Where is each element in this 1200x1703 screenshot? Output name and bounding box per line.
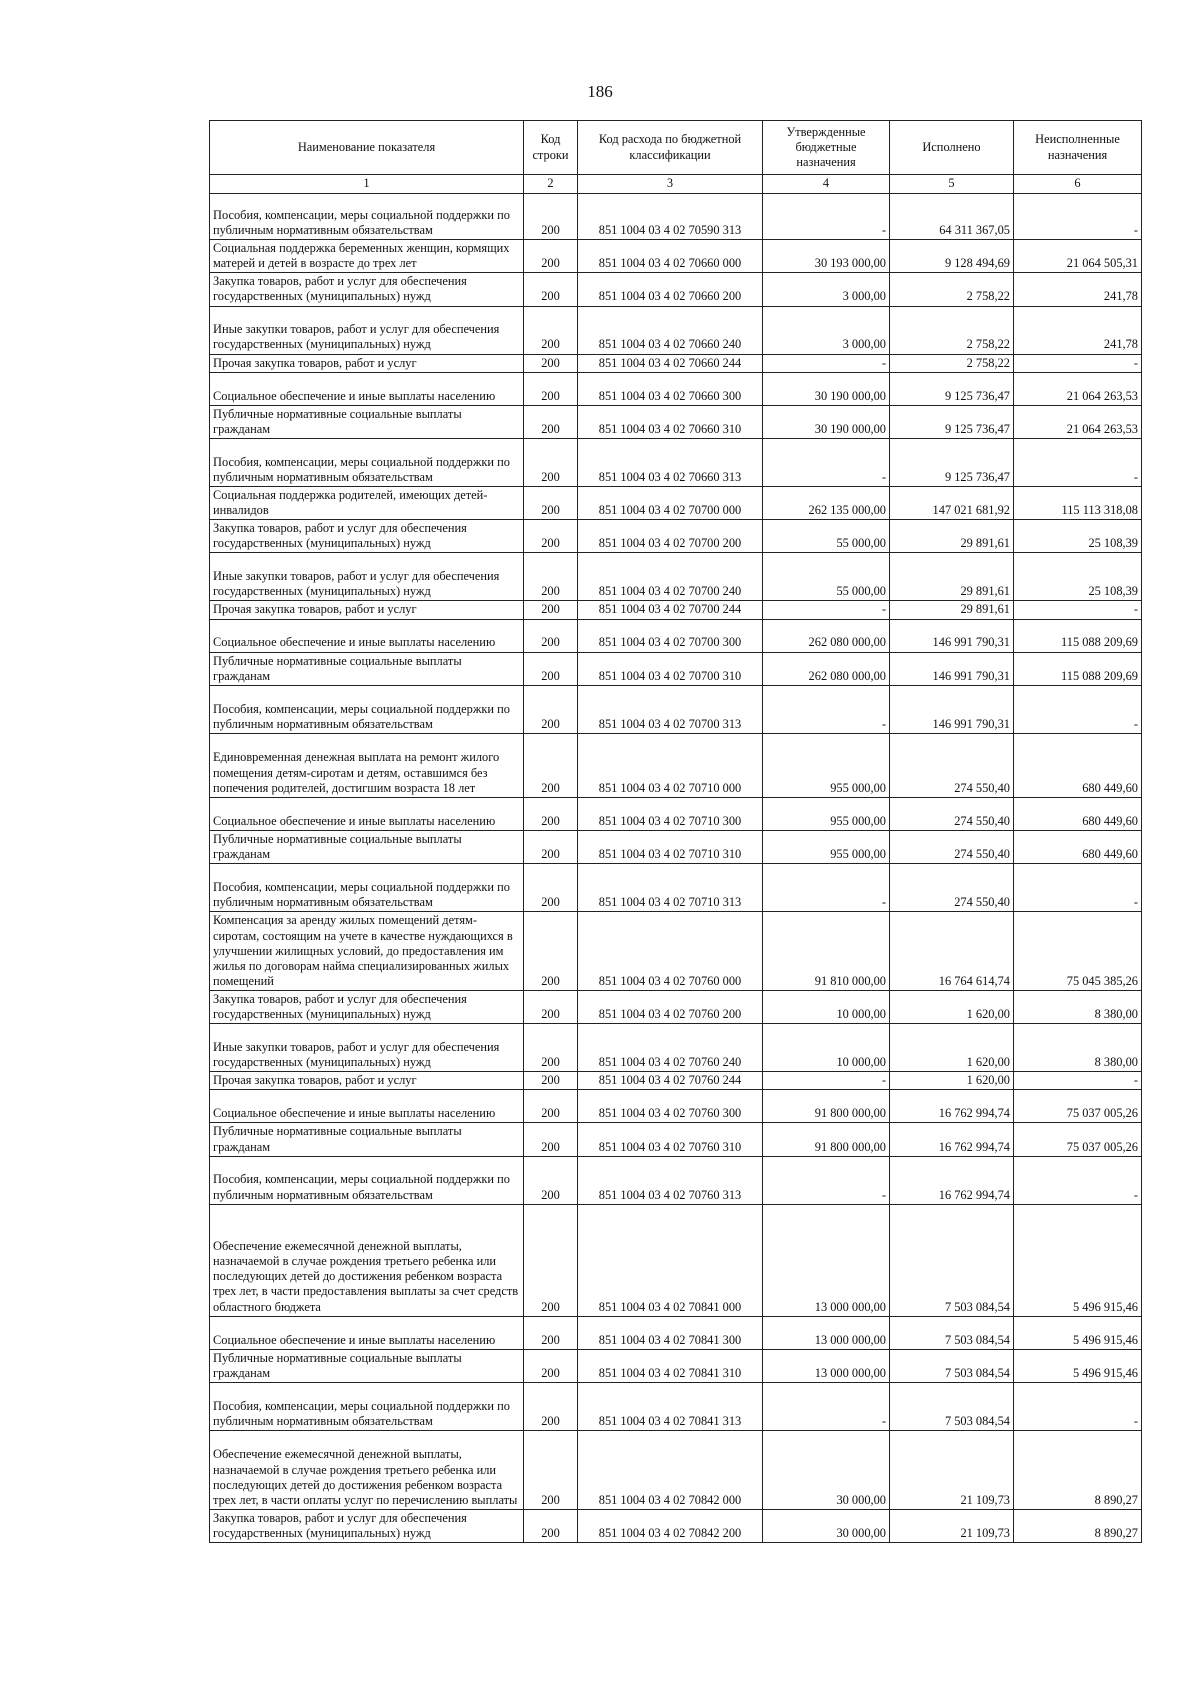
row-code: 200: [524, 354, 578, 372]
row-kbk: 851 1004 03 4 02 70590 313: [578, 194, 763, 240]
row-executed: 146 991 790,31: [890, 619, 1014, 652]
row-name: Публичные нормативные социальные выплаты гражданам: [210, 1123, 524, 1156]
row-approved: -: [763, 354, 890, 372]
row-code: 200: [524, 553, 578, 601]
column-numbers-row: [210, 175, 1142, 194]
row-kbk: 851 1004 03 4 02 70660 310: [578, 405, 763, 438]
row-approved: 30 193 000,00: [763, 240, 890, 273]
row-unexecuted: 241,78: [1014, 306, 1142, 354]
row-name: Социальное обеспечение и иные выплаты населению: [210, 797, 524, 830]
row-kbk: 851 1004 03 4 02 70710 310: [578, 830, 763, 863]
row-name: Социальная поддержка родителей, имеющих детей-инвалидов: [210, 486, 524, 519]
row-executed: 2 758,22: [890, 273, 1014, 306]
row-kbk: 851 1004 03 4 02 70842 200: [578, 1509, 763, 1542]
row-kbk: 851 1004 03 4 02 70710 300: [578, 797, 763, 830]
row-approved: 10 000,00: [763, 1024, 890, 1072]
row-unexecuted: 75 037 005,26: [1014, 1123, 1142, 1156]
table-row: [210, 733, 1142, 797]
row-name: Публичные нормативные социальные выплаты гражданам: [210, 830, 524, 863]
row-name: Пособия, компенсации, меры социальной поддержки по публичным нормативным обязательствам: [210, 685, 524, 733]
row-unexecuted: 25 108,39: [1014, 520, 1142, 553]
row-kbk: 851 1004 03 4 02 70700 200: [578, 520, 763, 553]
row-name: Единовременная денежная выплата на ремонт жилого помещения детям-сиротам и детям, оставшимся без попечения родителей, достигшим возраста 18 лет: [210, 733, 524, 797]
row-approved: 30 190 000,00: [763, 372, 890, 405]
row-name: Обеспечение ежемесячной денежной выплаты, назначаемой в случае рождения третьего ребенка или последующих детей до достижения ребенком возраста трех лет, в части предоставления выплаты за счет средств областного бюджета: [210, 1204, 524, 1316]
row-unexecuted: 8 380,00: [1014, 991, 1142, 1024]
row-approved: 3 000,00: [763, 306, 890, 354]
row-unexecuted: 680 449,60: [1014, 797, 1142, 830]
row-executed: 21 109,73: [890, 1430, 1014, 1509]
row-code: 200: [524, 405, 578, 438]
row-executed: 9 125 736,47: [890, 405, 1014, 438]
row-unexecuted: 5 496 915,46: [1014, 1316, 1142, 1349]
row-name: Пособия, компенсации, меры социальной поддержки по публичным нормативным обязательствам: [210, 194, 524, 240]
row-code: 200: [524, 991, 578, 1024]
row-unexecuted: 5 496 915,46: [1014, 1204, 1142, 1316]
row-executed: 29 891,61: [890, 601, 1014, 619]
row-code: 200: [524, 486, 578, 519]
row-approved: -: [763, 1156, 890, 1204]
row-executed: 7 503 084,54: [890, 1382, 1014, 1430]
row-code: 200: [524, 652, 578, 685]
row-approved: 30 190 000,00: [763, 405, 890, 438]
row-unexecuted: 680 449,60: [1014, 830, 1142, 863]
row-unexecuted: 8 890,27: [1014, 1509, 1142, 1542]
row-code: 200: [524, 1382, 578, 1430]
table-row: [210, 194, 1142, 240]
row-approved: 30 000,00: [763, 1509, 890, 1542]
row-name: Социальное обеспечение и иные выплаты населению: [210, 1316, 524, 1349]
table-row: [210, 1123, 1142, 1156]
row-unexecuted: 21 064 505,31: [1014, 240, 1142, 273]
row-code: 200: [524, 1123, 578, 1156]
row-kbk: 851 1004 03 4 02 70842 000: [578, 1430, 763, 1509]
row-unexecuted: 241,78: [1014, 273, 1142, 306]
row-approved: -: [763, 438, 890, 486]
row-kbk: 851 1004 03 4 02 70700 300: [578, 619, 763, 652]
row-executed: 16 762 994,74: [890, 1156, 1014, 1204]
row-name: Публичные нормативные социальные выплаты гражданам: [210, 405, 524, 438]
row-name: Иные закупки товаров, работ и услуг для обеспечения государственных (муниципальных) нужд: [210, 306, 524, 354]
row-approved: 262 135 000,00: [763, 486, 890, 519]
row-executed: 29 891,61: [890, 520, 1014, 553]
row-code: 200: [524, 830, 578, 863]
table-row: [210, 240, 1142, 273]
row-approved: 955 000,00: [763, 733, 890, 797]
row-approved: -: [763, 1072, 890, 1090]
row-approved: 262 080 000,00: [763, 619, 890, 652]
table-row: [210, 1316, 1142, 1349]
table-row: [210, 273, 1142, 306]
header-row: [210, 121, 1142, 175]
row-executed: 274 550,40: [890, 830, 1014, 863]
row-kbk: 851 1004 03 4 02 70760 200: [578, 991, 763, 1024]
row-approved: 3 000,00: [763, 273, 890, 306]
row-unexecuted: -: [1014, 194, 1142, 240]
row-executed: 274 550,40: [890, 864, 1014, 912]
row-kbk: 851 1004 03 4 02 70841 300: [578, 1316, 763, 1349]
row-unexecuted: 21 064 263,53: [1014, 372, 1142, 405]
row-unexecuted: -: [1014, 864, 1142, 912]
table-row: [210, 520, 1142, 553]
row-kbk: 851 1004 03 4 02 70700 310: [578, 652, 763, 685]
row-kbk: 851 1004 03 4 02 70760 244: [578, 1072, 763, 1090]
table-row: [210, 486, 1142, 519]
row-name: Закупка товаров, работ и услуг для обеспечения государственных (муниципальных) нужд: [210, 520, 524, 553]
table-row: [210, 991, 1142, 1024]
row-unexecuted: -: [1014, 354, 1142, 372]
table-row: [210, 354, 1142, 372]
row-name: Социальная поддержка беременных женщин, кормящих матерей и детей в возрасте до трех лет: [210, 240, 524, 273]
row-kbk: 851 1004 03 4 02 70660 000: [578, 240, 763, 273]
page-number: 186: [587, 82, 613, 101]
row-approved: 91 800 000,00: [763, 1090, 890, 1123]
row-kbk: 851 1004 03 4 02 70700 240: [578, 553, 763, 601]
row-code: 200: [524, 1430, 578, 1509]
row-name: Социальное обеспечение и иные выплаты населению: [210, 619, 524, 652]
row-executed: 21 109,73: [890, 1509, 1014, 1542]
row-executed: 146 991 790,31: [890, 685, 1014, 733]
table-row: [210, 864, 1142, 912]
row-code: 200: [524, 797, 578, 830]
row-executed: 1 620,00: [890, 1024, 1014, 1072]
row-approved: 55 000,00: [763, 553, 890, 601]
column-number: 5: [890, 175, 1014, 194]
row-name: Пособия, компенсации, меры социальной поддержки по публичным нормативным обязательствам: [210, 1156, 524, 1204]
budget-execution-table: [209, 120, 1142, 1543]
row-approved: 91 800 000,00: [763, 1123, 890, 1156]
header-kbk: Код расхода по бюджетной классификации: [578, 121, 763, 175]
row-kbk: 851 1004 03 4 02 70700 313: [578, 685, 763, 733]
row-approved: 30 000,00: [763, 1430, 890, 1509]
row-approved: 13 000 000,00: [763, 1349, 890, 1382]
row-unexecuted: -: [1014, 601, 1142, 619]
table-row: [210, 1072, 1142, 1090]
row-code: 200: [524, 194, 578, 240]
row-kbk: 851 1004 03 4 02 70660 313: [578, 438, 763, 486]
row-name: Публичные нормативные социальные выплаты гражданам: [210, 1349, 524, 1382]
row-unexecuted: 8 890,27: [1014, 1430, 1142, 1509]
row-kbk: 851 1004 03 4 02 70710 313: [578, 864, 763, 912]
row-approved: 10 000,00: [763, 991, 890, 1024]
row-executed: 146 991 790,31: [890, 652, 1014, 685]
row-unexecuted: 115 088 209,69: [1014, 652, 1142, 685]
row-executed: 16 764 614,74: [890, 912, 1014, 991]
table-row: [210, 306, 1142, 354]
row-name: Иные закупки товаров, работ и услуг для обеспечения государственных (муниципальных) нужд: [210, 1024, 524, 1072]
header-approved: Утвержденные бюджетные назначения: [763, 121, 890, 175]
row-code: 200: [524, 1156, 578, 1204]
row-code: 200: [524, 912, 578, 991]
row-executed: 64 311 367,05: [890, 194, 1014, 240]
row-executed: 2 758,22: [890, 306, 1014, 354]
row-name: Иные закупки товаров, работ и услуг для обеспечения государственных (муниципальных) нужд: [210, 553, 524, 601]
row-unexecuted: -: [1014, 438, 1142, 486]
row-code: 200: [524, 240, 578, 273]
row-kbk: 851 1004 03 4 02 70700 000: [578, 486, 763, 519]
table-row: [210, 1024, 1142, 1072]
row-kbk: 851 1004 03 4 02 70660 300: [578, 372, 763, 405]
table-body: [210, 194, 1142, 1543]
row-kbk: 851 1004 03 4 02 70841 310: [578, 1349, 763, 1382]
table-row: [210, 405, 1142, 438]
row-code: 200: [524, 864, 578, 912]
row-executed: 7 503 084,54: [890, 1316, 1014, 1349]
row-name: Пособия, компенсации, меры социальной поддержки по публичным нормативным обязательствам: [210, 438, 524, 486]
table-row: [210, 912, 1142, 991]
row-unexecuted: 21 064 263,53: [1014, 405, 1142, 438]
row-code: 200: [524, 520, 578, 553]
table-row: [210, 797, 1142, 830]
table-row: [210, 553, 1142, 601]
row-approved: 955 000,00: [763, 830, 890, 863]
row-approved: 55 000,00: [763, 520, 890, 553]
header-executed: Исполнено: [890, 121, 1014, 175]
row-executed: 1 620,00: [890, 1072, 1014, 1090]
row-approved: -: [763, 194, 890, 240]
row-approved: 955 000,00: [763, 797, 890, 830]
table-row: [210, 1509, 1142, 1542]
row-approved: -: [763, 601, 890, 619]
table-row: [210, 1349, 1142, 1382]
row-name: Прочая закупка товаров, работ и услуг: [210, 1072, 524, 1090]
row-unexecuted: 25 108,39: [1014, 553, 1142, 601]
row-unexecuted: -: [1014, 1156, 1142, 1204]
row-executed: 9 125 736,47: [890, 372, 1014, 405]
row-approved: 262 080 000,00: [763, 652, 890, 685]
row-executed: 16 762 994,74: [890, 1123, 1014, 1156]
row-executed: 7 503 084,54: [890, 1204, 1014, 1316]
row-executed: 9 125 736,47: [890, 438, 1014, 486]
row-approved: 13 000 000,00: [763, 1204, 890, 1316]
row-code: 200: [524, 733, 578, 797]
row-code: 200: [524, 1204, 578, 1316]
header-unexecuted: Неисполненные назначения: [1014, 121, 1142, 175]
row-approved: 91 810 000,00: [763, 912, 890, 991]
row-approved: -: [763, 1382, 890, 1430]
table-row: [210, 685, 1142, 733]
row-name: Прочая закупка товаров, работ и услуг: [210, 601, 524, 619]
row-executed: 1 620,00: [890, 991, 1014, 1024]
row-kbk: 851 1004 03 4 02 70760 313: [578, 1156, 763, 1204]
row-name: Социальное обеспечение и иные выплаты населению: [210, 372, 524, 405]
table-row: [210, 1382, 1142, 1430]
row-code: 200: [524, 1509, 578, 1542]
row-kbk: 851 1004 03 4 02 70760 240: [578, 1024, 763, 1072]
row-kbk: 851 1004 03 4 02 70841 313: [578, 1382, 763, 1430]
row-name: Закупка товаров, работ и услуг для обеспечения государственных (муниципальных) нужд: [210, 991, 524, 1024]
column-number: 4: [763, 175, 890, 194]
row-kbk: 851 1004 03 4 02 70660 240: [578, 306, 763, 354]
table-row: [210, 1430, 1142, 1509]
row-code: 200: [524, 306, 578, 354]
table-row: [210, 372, 1142, 405]
table-row: [210, 830, 1142, 863]
row-unexecuted: 115 088 209,69: [1014, 619, 1142, 652]
row-executed: 2 758,22: [890, 354, 1014, 372]
row-executed: 16 762 994,74: [890, 1090, 1014, 1123]
row-approved: -: [763, 864, 890, 912]
row-name: Социальное обеспечение и иные выплаты населению: [210, 1090, 524, 1123]
row-kbk: 851 1004 03 4 02 70841 000: [578, 1204, 763, 1316]
row-kbk: 851 1004 03 4 02 70710 000: [578, 733, 763, 797]
row-name: Компенсация за аренду жилых помещений детям-сиротам, состоящим на учете в качестве нуждающихся в улучшении жилищных условий, до предоставления им жилья по договорам найма специализированных жилых помещений: [210, 912, 524, 991]
row-unexecuted: 8 380,00: [1014, 1024, 1142, 1072]
row-code: 200: [524, 619, 578, 652]
row-code: 200: [524, 273, 578, 306]
table-row: [210, 1204, 1142, 1316]
row-approved: 13 000 000,00: [763, 1316, 890, 1349]
row-executed: 9 128 494,69: [890, 240, 1014, 273]
row-name: Пособия, компенсации, меры социальной поддержки по публичным нормативным обязательствам: [210, 864, 524, 912]
header-name: Наименование показателя: [210, 121, 524, 175]
row-unexecuted: 75 037 005,26: [1014, 1090, 1142, 1123]
row-unexecuted: 5 496 915,46: [1014, 1349, 1142, 1382]
row-name: Обеспечение ежемесячной денежной выплаты, назначаемой в случае рождения третьего ребенка или последующих детей до достижения ребенком возраста трех лет, в части оплаты услуг по перечислению выплаты: [210, 1430, 524, 1509]
table-row: [210, 1156, 1142, 1204]
row-executed: 29 891,61: [890, 553, 1014, 601]
row-code: 200: [524, 1316, 578, 1349]
row-name: Прочая закупка товаров, работ и услуг: [210, 354, 524, 372]
table-row: [210, 619, 1142, 652]
table-row: [210, 1090, 1142, 1123]
table-row: [210, 601, 1142, 619]
row-code: 200: [524, 1072, 578, 1090]
table-row: [210, 438, 1142, 486]
row-executed: 274 550,40: [890, 733, 1014, 797]
row-kbk: 851 1004 03 4 02 70760 300: [578, 1090, 763, 1123]
row-name: Закупка товаров, работ и услуг для обеспечения государственных (муниципальных) нужд: [210, 1509, 524, 1542]
row-code: 200: [524, 1349, 578, 1382]
row-kbk: 851 1004 03 4 02 70760 310: [578, 1123, 763, 1156]
row-code: 200: [524, 1090, 578, 1123]
row-kbk: 851 1004 03 4 02 70700 244: [578, 601, 763, 619]
row-unexecuted: -: [1014, 1072, 1142, 1090]
row-name: Пособия, компенсации, меры социальной поддержки по публичным нормативным обязательствам: [210, 1382, 524, 1430]
row-code: 200: [524, 1024, 578, 1072]
row-kbk: 851 1004 03 4 02 70660 244: [578, 354, 763, 372]
row-unexecuted: 75 045 385,26: [1014, 912, 1142, 991]
row-unexecuted: 680 449,60: [1014, 733, 1142, 797]
row-executed: 7 503 084,54: [890, 1349, 1014, 1382]
row-executed: 147 021 681,92: [890, 486, 1014, 519]
row-kbk: 851 1004 03 4 02 70760 000: [578, 912, 763, 991]
row-code: 200: [524, 372, 578, 405]
row-code: 200: [524, 438, 578, 486]
column-number: 1: [210, 175, 524, 194]
header-row-code: Код строки: [524, 121, 578, 175]
row-name: Публичные нормативные социальные выплаты гражданам: [210, 652, 524, 685]
row-name: Закупка товаров, работ и услуг для обеспечения государственных (муниципальных) нужд: [210, 273, 524, 306]
column-number: 3: [578, 175, 763, 194]
row-unexecuted: 115 113 318,08: [1014, 486, 1142, 519]
row-kbk: 851 1004 03 4 02 70660 200: [578, 273, 763, 306]
row-unexecuted: -: [1014, 1382, 1142, 1430]
column-number: 6: [1014, 175, 1142, 194]
table-row: [210, 652, 1142, 685]
column-number: 2: [524, 175, 578, 194]
row-approved: -: [763, 685, 890, 733]
row-unexecuted: -: [1014, 685, 1142, 733]
row-code: 200: [524, 601, 578, 619]
row-code: 200: [524, 685, 578, 733]
row-executed: 274 550,40: [890, 797, 1014, 830]
